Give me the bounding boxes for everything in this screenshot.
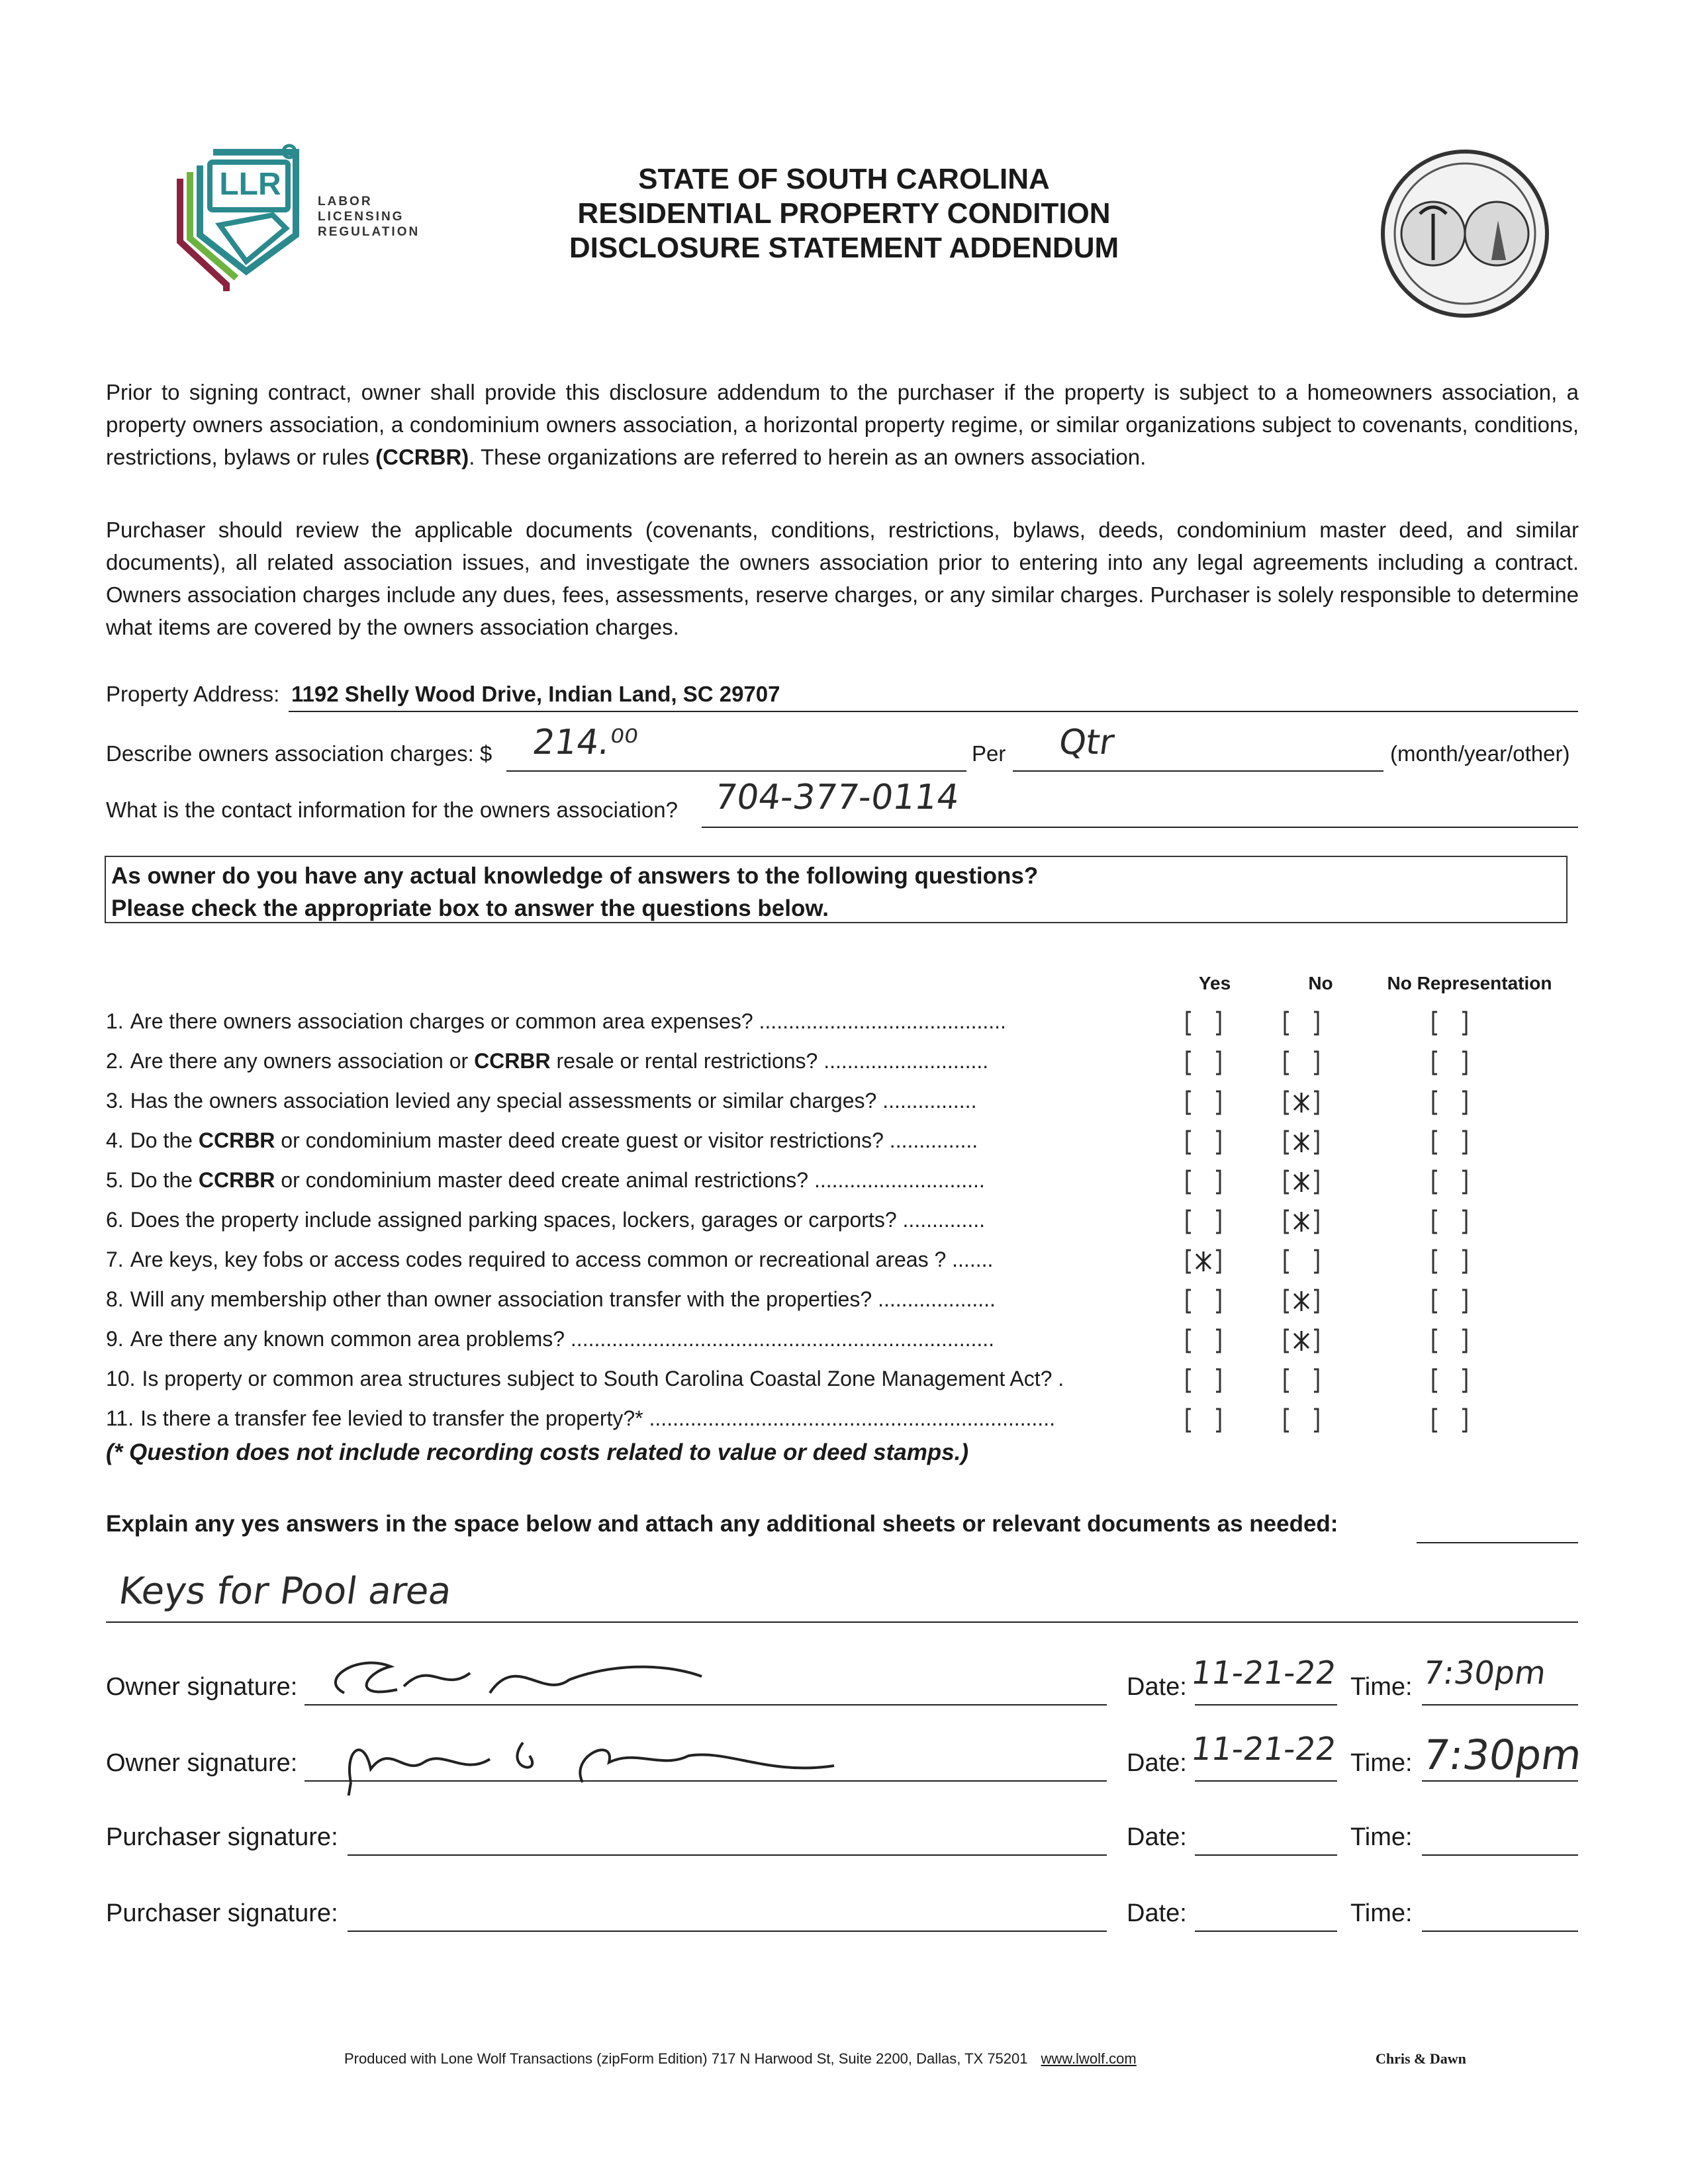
checkbox-q9-norep[interactable] (1435, 1330, 1464, 1352)
checkbox-q9-no[interactable] (1287, 1330, 1316, 1352)
logo-abbrev: LLR (219, 167, 281, 202)
charges-field[interactable]: 214.⁰⁰ (530, 723, 640, 762)
checkbox-q4-yes[interactable] (1189, 1131, 1218, 1154)
property-address-label: Property Address: (106, 682, 280, 706)
question-3: 3. Has the owners association levied any special assessments or similar charges? ................ (106, 1089, 977, 1113)
checkbox-q4-no[interactable] (1287, 1131, 1316, 1154)
signature-field-3[interactable] (348, 1803, 1107, 1853)
explain-line-2 (106, 1621, 1578, 1623)
checkbox-q2-yes[interactable] (1189, 1052, 1218, 1074)
question-10: 10. Is property or common area structures subject to South Carolina Coastal Zone Management Act? . (106, 1367, 1064, 1390)
explain-line-1 (1417, 1542, 1578, 1543)
date-label-3: Date: (1127, 1823, 1187, 1851)
date-line-1 (1195, 1704, 1337, 1706)
checkbox-q6-no[interactable] (1287, 1210, 1316, 1233)
question-8: 8. Will any membership other than owner association transfer with the properties? .................... (106, 1287, 996, 1311)
question-6: 6. Does the property include assigned parking spaces, lockers, garages or carports? .............. (106, 1208, 985, 1232)
checkbox-q8-yes[interactable] (1189, 1290, 1218, 1312)
signature-label-3: Purchaser signature: (106, 1823, 338, 1851)
signature-field-2[interactable] (305, 1729, 1107, 1779)
footer-file-name: Chris & Dawn (1376, 2050, 1466, 2067)
date-label-2: Date: (1127, 1749, 1187, 1777)
question-1: 1. Are there owners association charges or common area expenses? .......................................... (106, 1009, 1006, 1033)
footer-link[interactable]: www.lwolf.com (1041, 2050, 1137, 2067)
checkbox-q10-no[interactable] (1287, 1369, 1316, 1392)
explain-field[interactable]: Keys for Pool area (116, 1570, 455, 1613)
time-label-2: Time: (1350, 1749, 1413, 1777)
checkbox-q3-norep[interactable] (1435, 1091, 1464, 1114)
date-line-2 (1195, 1780, 1337, 1782)
question-9: 9. Are there any known common area problems? ........................................................................ (106, 1327, 995, 1351)
checkbox-q3-no[interactable] (1287, 1091, 1316, 1114)
checkbox-q6-norep[interactable] (1435, 1210, 1464, 1233)
period-hint: (month/year/other) (1390, 741, 1570, 766)
time-line-2 (1422, 1780, 1578, 1782)
time-label-3: Time: (1350, 1823, 1413, 1851)
contact-line (702, 827, 1578, 828)
checkbox-q2-norep[interactable] (1435, 1052, 1464, 1074)
explain-label: Explain any yes answers in the space below and attach any additional sheets or relevant documents as needed: (106, 1511, 1338, 1537)
checkbox-q11-norep[interactable] (1435, 1409, 1464, 1432)
date-label-4: Date: (1127, 1899, 1187, 1927)
checkbox-q9-yes[interactable] (1189, 1330, 1218, 1352)
date-field-2[interactable]: 11-21-22 (1189, 1731, 1338, 1768)
checkbox-q7-yes[interactable] (1189, 1250, 1218, 1273)
time-label-1: Time: (1350, 1673, 1413, 1701)
checkbox-q7-no[interactable] (1287, 1250, 1316, 1273)
checkbox-q3-yes[interactable] (1189, 1091, 1218, 1114)
column-no-representation: No Representation (1387, 973, 1552, 993)
time-field-2[interactable]: 7:30pm (1419, 1731, 1585, 1779)
column-yes: Yes (1198, 973, 1231, 993)
charges-label: Describe owners association charges: $ (106, 741, 492, 766)
intro-paragraph-1: Prior to signing contract, owner shall provide this disclosure addendum to the purchaser if the property is subject to a homeowners association, a property owners association, a condominium owners association, a horizontal property regime, or similar organizations subject to covenants, conditions, restrictions, bylaws or rules (CCRBR). These organizations are referred to herein as an owners association. (106, 380, 1579, 469)
question-7: 7. Are keys, key fobs or access codes required to access common or recreational areas ? ....... (106, 1248, 994, 1271)
checkbox-q1-yes[interactable] (1189, 1012, 1218, 1034)
column-no: No (1308, 973, 1333, 993)
signature-label-1: Owner signature: (106, 1673, 298, 1701)
footer-produced: Produced with Lone Wolf Transactions (zipForm Edition) 717 N Harwood St, Suite 2200, Dallas, TX 75201 www.lwolf.com (344, 2050, 1137, 2067)
footnote: (* Question does not include recording costs related to value or deed stamps.) (106, 1439, 969, 1465)
notice-box: As owner do you have any actual knowledge of answers to the following questions? Please check the appropriate box to answer the questions below. (105, 856, 1568, 923)
checkbox-q6-yes[interactable] (1189, 1210, 1218, 1233)
checkbox-q11-no[interactable] (1287, 1409, 1316, 1432)
date-line-3 (1195, 1854, 1337, 1856)
signature-label-2: Owner signature: (106, 1749, 298, 1777)
checkbox-q10-norep[interactable] (1435, 1369, 1464, 1392)
signature-label-4: Purchaser signature: (106, 1899, 338, 1927)
checkbox-q8-no[interactable] (1287, 1290, 1316, 1312)
checkbox-q5-norep[interactable] (1435, 1171, 1464, 1193)
time-line-1 (1422, 1704, 1578, 1706)
signature-line-4 (348, 1931, 1107, 1932)
checkbox-q1-no[interactable] (1287, 1012, 1316, 1034)
form-title: STATE OF SOUTH CAROLINA RESIDENTIAL PROPERTY CONDITION DISCLOSURE STATEMENT ADDENDUM (569, 163, 1119, 264)
checkbox-q2-no[interactable] (1287, 1052, 1316, 1074)
time-label-4: Time: (1350, 1899, 1413, 1927)
question-2: 2. Are there any owners association or CCRBR resale or rental restrictions? ............................ (106, 1049, 989, 1073)
checkbox-q4-norep[interactable] (1435, 1131, 1464, 1154)
time-line-3 (1422, 1854, 1578, 1856)
signature-line-3 (348, 1854, 1107, 1856)
question-11: 11. Is there a transfer fee levied to transfer the property?* ..................................................................... (106, 1406, 1055, 1430)
time-field-1[interactable]: 7:30pm (1421, 1655, 1548, 1692)
property-address-field[interactable]: 1192 Shelly Wood Drive, Indian Land, SC 29707 (291, 682, 780, 706)
checkbox-q5-no[interactable] (1287, 1171, 1316, 1193)
charges-line (506, 770, 966, 772)
contact-label: What is the contact information for the owners association? (106, 797, 678, 822)
intro-paragraph-2: Purchaser should review the applicable documents (covenants, conditions, restrictions, bylaws, deeds, condominium master deed, and similar documents), all related association issues, and investigate the owners association prior to entering into any legal agreements including a contract. Owners association charges include any dues, fees, assessments, reserve charges, or any similar charges. Purchaser is solely responsible to determine what items are covered by the owners association charges. (106, 518, 1579, 639)
property-address-line (289, 711, 1578, 712)
checkbox-q8-norep[interactable] (1435, 1290, 1464, 1312)
checkbox-q7-norep[interactable] (1435, 1250, 1464, 1273)
contact-field[interactable]: 704-377-0114 (712, 778, 962, 817)
date-field-1[interactable]: 11-21-22 (1189, 1655, 1338, 1692)
date-label-1: Date: (1127, 1673, 1187, 1701)
logo-text: LABOR LICENSING REGULATION (318, 195, 420, 239)
per-field[interactable]: Qtr (1056, 723, 1117, 762)
checkbox-q10-yes[interactable] (1189, 1369, 1218, 1392)
signature-field-1[interactable] (305, 1653, 1107, 1703)
checkbox-q1-norep[interactable] (1435, 1012, 1464, 1034)
question-5: 5. Do the CCRBR or condominium master deed create animal restrictions? ............................. (106, 1168, 985, 1192)
signature-field-4[interactable] (348, 1880, 1107, 1929)
checkbox-q11-yes[interactable] (1189, 1409, 1218, 1432)
state-seal-icon (1379, 148, 1551, 320)
per-label: Per (972, 741, 1006, 766)
time-line-4 (1422, 1931, 1578, 1932)
question-4: 4. Do the CCRBR or condominium master deed create guest or visitor restrictions? ............... (106, 1128, 978, 1152)
per-line (1013, 770, 1383, 772)
date-line-4 (1195, 1931, 1337, 1932)
checkbox-q5-yes[interactable] (1189, 1171, 1218, 1193)
